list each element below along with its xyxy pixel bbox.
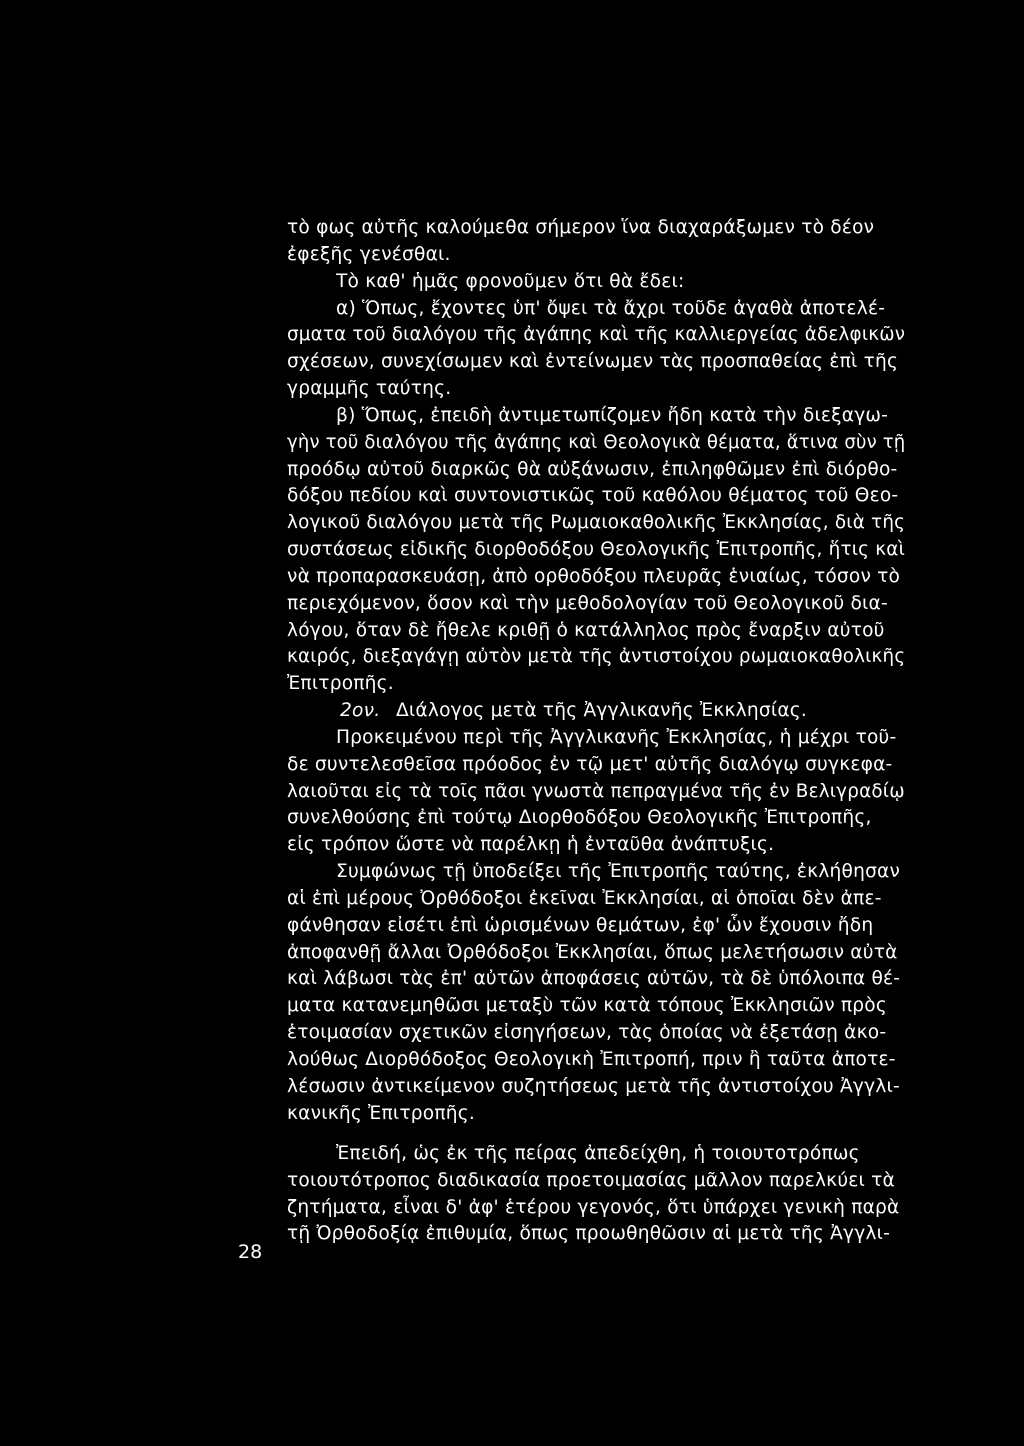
- text-line: λούθως Διορθόδοξος Θεολογικὴ Ἐπιτροπή, πριν ἢ ταῦτα ἀποτε-: [287, 1049, 896, 1070]
- text-line: Προκειμένου περὶ τῆς Ἀγγλικανῆς Ἐκκλησίας, ἡ μέχρι τοῦ-: [336, 727, 897, 748]
- text-line: σχέσεων, συνεχίσωμεν καὶ ἐντείνωμεν τὰς προσπαθείας ἐπὶ τῆς: [287, 351, 899, 372]
- section-number: 2ον.: [340, 700, 381, 721]
- text-line: ζητήματα, εἶναι δ' ἀφ' ἑτέρου γεγονός, ὅτι ὑπάρχει γενικὴ παρὰ: [287, 1197, 900, 1218]
- text-line: προόδῳ αὐτοῦ διαρκῶς θὰ αὐξάνωσιν, ἐπιληφθῶμεν ἐπὶ διόρθο-: [287, 459, 898, 480]
- text-line: Ἐπιτροπῆς.: [287, 673, 394, 694]
- text-line: δε συντελεσθεῖσα πρόοδος ἐν τῷ μετ' αὐτῆς διαλόγῳ συγκεφα-: [287, 754, 893, 775]
- text-line: περιεχόμενον, ὅσον καὶ τὴν μεθοδολογίαν τοῦ Θεολογικοῦ δια-: [287, 593, 888, 614]
- text-line: εἰς τρόπον ὥστε νὰ παρέλκῃ ἡ ἐνταῦθα ἀνάπτυξις.: [287, 834, 775, 855]
- text-line: γραμμῆς ταύτης.: [287, 378, 452, 399]
- text-line: λέσωσιν ἀντικείμενον συζητήσεως μετὰ τῆς ἀντιστοίχου Ἀγγλι-: [287, 1076, 900, 1097]
- text-line: συνελθούσης ἐπὶ τούτῳ Διορθοδόξου Θεολογικῆς Ἐπιτροπῆς,: [287, 807, 872, 828]
- text-line: Τὸ καθ' ἡμᾶς φρονοῦμεν ὅτι θὰ ἔδει:: [336, 271, 685, 292]
- text-line: συστάσεως εἰδικῆς διορθοδόξου Θεολογικῆς Ἐπιτροπῆς, ἥτις καὶ: [287, 539, 906, 560]
- text-line: ἑτοιμασίαν σχετικῶν εἰσηγήσεων, τὰς ὁποίας νὰ ἐξετάσῃ ἀκο-: [287, 1022, 887, 1043]
- text-line: γὴν τοῦ διαλόγου τῆς ἀγάπης καὶ Θεολογικὰ θέματα, ἅτινα σὺν τῇ: [287, 432, 906, 453]
- text-line: β) Ὅπως, ἐπειδὴ ἀντιμετωπίζομεν ἤδη κατὰ τὴν διεξαγω-: [336, 405, 889, 426]
- text-line: καιρός, διεξαγάγῃ αὐτὸν μετὰ τῆς ἀντιστοίχου ρωμαιοκαθολικῆς: [287, 646, 906, 667]
- text-line: καὶ λάβωσι τὰς ἐπ' αὐτῶν ἀποφάσεις αὐτῶν, τὰ δὲ ὑπόλοιπα θέ-: [287, 968, 901, 989]
- text-line: λογικοῦ διαλόγου μετὰ τῆς Ρωμαιοκαθολικῆς Ἐκκλησίας, διὰ τῆς: [287, 512, 906, 533]
- text-line: φάνθησαν εἰσέτι ἐπὶ ὡρισμένων θεμάτων, ἐφ' ὧν ἔχουσιν ἤδη: [287, 915, 874, 936]
- text-line: ἀποφανθῇ ἄλλαι Ὀρθόδοξοι Ἐκκλησίαι, ὅπως μελετήσωσιν αὐτὰ: [287, 942, 898, 963]
- text-line: δόξου πεδίου καὶ συντονιστικῶς τοῦ καθόλου θέματος τοῦ Θεο-: [287, 485, 899, 506]
- text-line: τὸ φως αὐτῆς καλούμεθα σήμερον ἵνα διαχαράξωμεν τὸ δέον: [287, 217, 875, 238]
- page-number: 28: [238, 1241, 263, 1263]
- text-line: νὰ προπαρασκευάσῃ, ἀπὸ ορθοδόξου πλευρᾶς ἑνιαίως, τόσον τὸ: [287, 566, 901, 587]
- text-line: τοιουτότροπος διαδικασία προετοιμασίας μᾶλλον παρελκύει τὰ: [287, 1170, 896, 1191]
- text-line: ἐφεξῆς γενέσθαι.: [287, 244, 451, 265]
- text-line: κανικῆς Ἐπιτροπῆς.: [287, 1103, 475, 1124]
- text-line: λαιοῦται εἰς τὰ τοῖς πᾶσι γνωστὰ πεπραγμένα τῆς ἐν Βελιγραδίῳ: [287, 781, 905, 802]
- text-line: τῇ Ὀρθοδοξίᾳ ἐπιθυμία, ὅπως προωθηθῶσιν αἱ μετὰ τῆς Ἀγγλι-: [287, 1223, 891, 1244]
- text-line: σματα τοῦ διαλόγου τῆς ἀγάπης καὶ τῆς καλλιεργείας ἀδελφικῶν: [287, 324, 906, 345]
- text-line: λόγου, ὅταν δὲ ἤθελε κριθῇ ὁ κατάλληλος πρὸς ἔναρξιν αὐτοῦ: [287, 620, 885, 641]
- section-heading: Διάλογος μετὰ τῆς Ἀγγλικανῆς Ἐκκλησίας.: [396, 700, 808, 721]
- text-line: α) Ὅπως, ἔχοντες ὑπ' ὄψει τὰ ἄχρι τοῦδε ἀγαθὰ ἀποτελέ-: [336, 298, 886, 319]
- text-line: ματα κατανεμηθῶσι μεταξὺ τῶν κατὰ τόπους Ἐκκλησιῶν πρὸς: [287, 995, 887, 1016]
- text-line: Ἐπειδή, ὡς ἐκ τῆς πείρας ἀπεδείχθη, ἡ τοιουτοτρόπως: [336, 1143, 860, 1164]
- text-line: αἱ ἐπὶ μέρους Ὀρθόδοξοι ἐκεῖναι Ἐκκλησίαι, αἱ ὁποῖαι δὲν ἀπε-: [287, 888, 882, 909]
- text-line: Συμφώνως τῇ ὑποδείξει τῆς Ἐπιτροπῆς ταύτης, ἐκλήθησαν: [336, 861, 901, 882]
